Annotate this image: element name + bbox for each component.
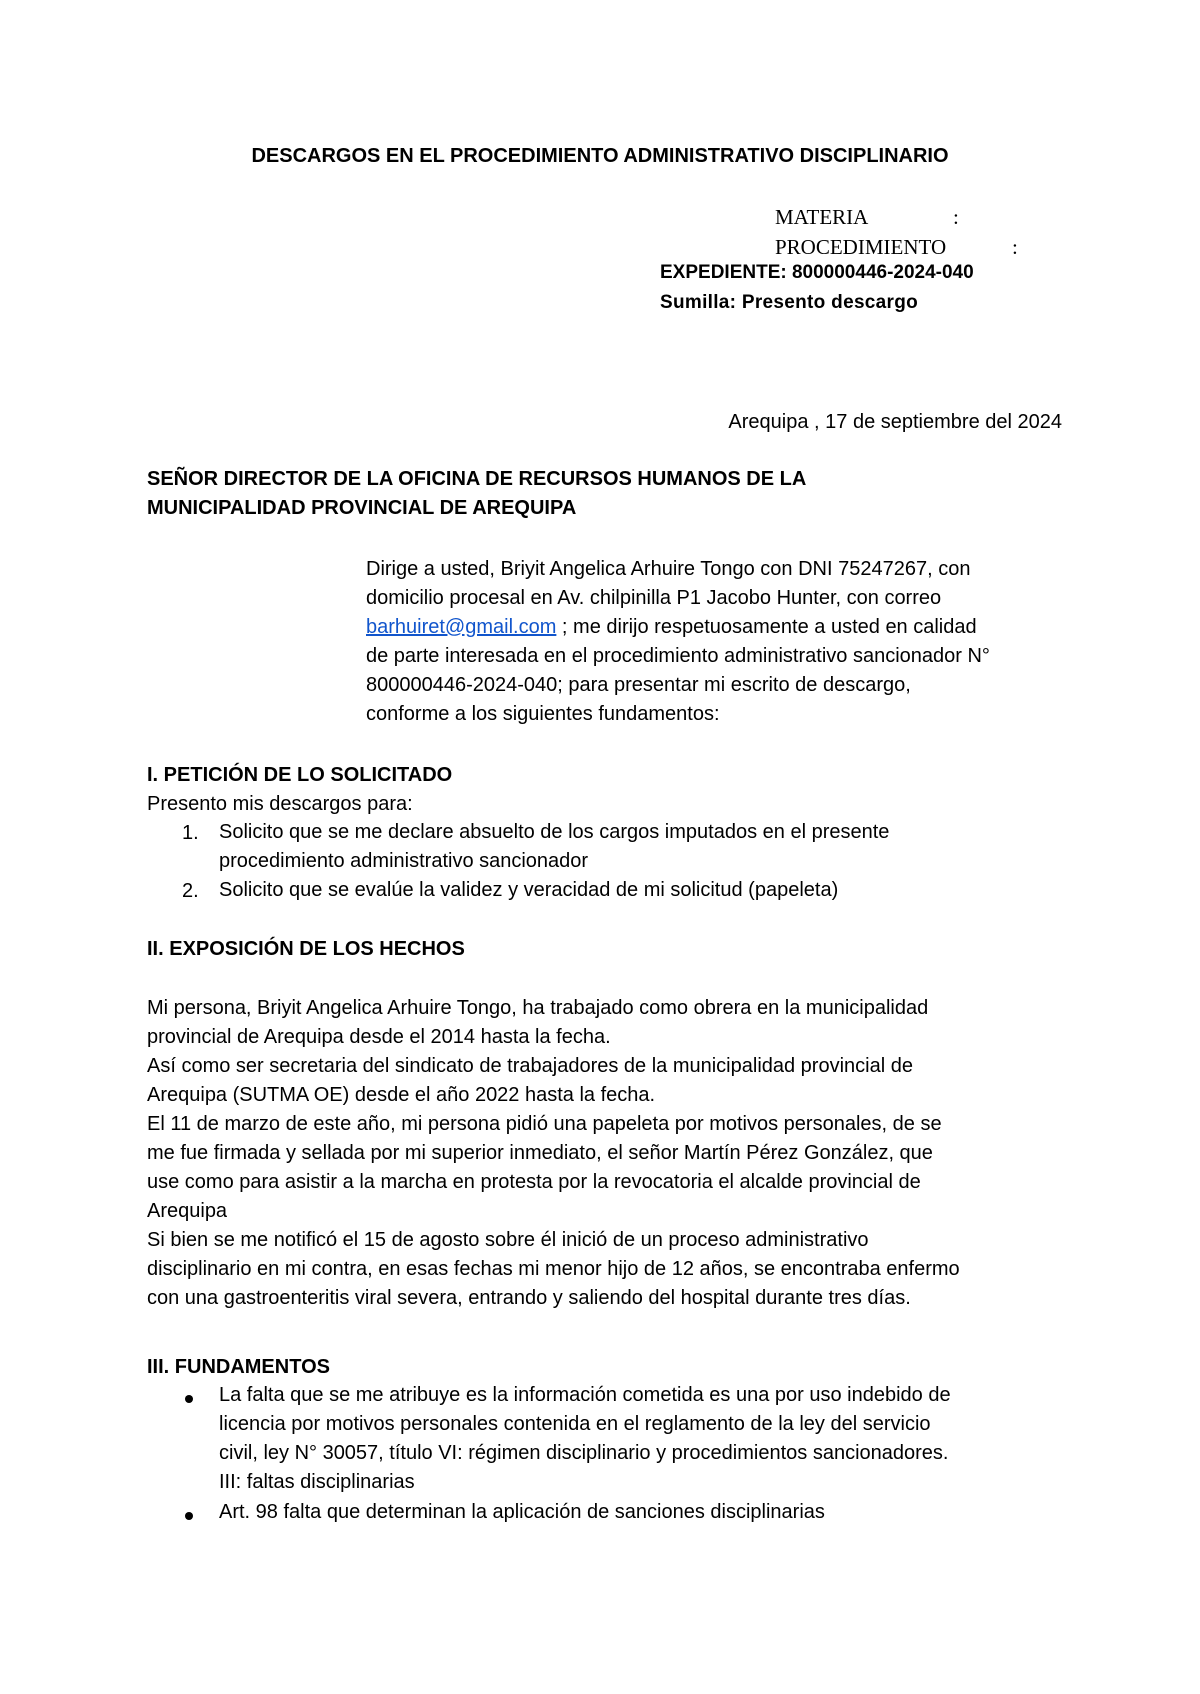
list-item [219,818,889,876]
paragraph-line: con una gastroenteritis viral severa, entrando y saliendo del hospital durante tres días. [147,1287,911,1309]
bullet-item [219,1381,951,1497]
list-item-line: Solicito que se evalúe la validez y veracidad de mi solicitud (papeleta) [219,879,839,901]
list-item-line: procedimiento administrativo sancionador [219,850,589,872]
intro-line: 800000446-2024-040; para presentar mi escrito de descargo, [366,674,911,696]
paragraph-line: me fue firmada y sellada por mi superior inmediato, el señor Martín Pérez González, que [147,1142,933,1164]
paragraph-line: use como para asistir a la marcha en protesta por la revocatoria el alcalde provincial de [147,1171,921,1193]
bullet-item-line: licencia por motivos personales contenida en el reglamento de la ley del servicio [219,1413,931,1435]
bullet-item-line: civil, ley N° 30057, título VI: régimen disciplinario y procedimientos sancionadores. [219,1442,949,1464]
intro-line: Dirige a usted, Briyit Angelica Arhuire Tongo con DNI 75247267, con [366,558,971,580]
list-item [219,876,838,905]
list-number: 2. [182,880,199,902]
section-1-heading: I. PETICIÓN DE LO SOLICITADO [147,764,453,786]
list-item-line: Solicito que se me declare absuelto de los cargos imputados en el presente [219,821,890,843]
intro-line: de parte interesada en el procedimiento administrativo sancionador N° [366,645,990,667]
paragraph-line: Arequipa [147,1200,228,1222]
paragraph-line: Si bien se me notificó el 15 de agosto sobre él inició de un proceso administrativo [147,1229,869,1251]
procedimiento-colon: : [1012,235,1018,259]
document-title: DESCARGOS EN EL PROCEDIMIENTO ADMINISTRATIVO DISCIPLINARIO [251,145,949,167]
materia-label: MATERIA [775,205,869,229]
intro-line-rest: ; me dirijo respetuosamente a usted en calidad [556,616,977,638]
section-2-paragraph [147,994,960,1313]
sumilla-field: Sumilla: Presento descargo [660,292,919,313]
date-line: Arequipa , 17 de septiembre del 2024 [728,411,1062,433]
paragraph-line: Arequipa (SUTMA OE) desde el año 2022 hasta la fecha. [147,1084,656,1106]
section-1-intro: Presento mis descargos para: [147,793,413,815]
addressee-line-1: SEÑOR DIRECTOR DE LA OFICINA DE RECURSOS HUMANOS DE LA [147,468,807,490]
paragraph-line: Así como ser secretaria del sindicato de trabajadores de la municipalidad provincial de [147,1055,913,1077]
materia-colon: : [953,205,959,229]
intro-line: domicilio procesal en Av. chilpinilla P1 Jacobo Hunter, con correo [366,587,942,609]
procedimiento-label: PROCEDIMIENTO [775,235,947,259]
paragraph-line: El 11 de marzo de este año, mi persona pidió una papeleta por motivos personales, de se [147,1113,942,1135]
bullet-icon [185,1395,193,1403]
intro-line [366,613,990,642]
bullet-item-line: III: faltas disciplinarias [219,1471,415,1493]
bullet-item [219,1498,825,1527]
paragraph-line: provincial de Arequipa desde el 2014 hasta la fecha. [147,1026,611,1048]
bullet-icon [185,1512,193,1520]
paragraph-line: disciplinario en mi contra, en esas fechas mi menor hijo de 12 años, se encontraba enfermo [147,1258,960,1280]
intro-paragraph [366,555,990,729]
list-number: 1. [182,822,199,844]
section-3-heading: III. FUNDAMENTOS [147,1356,330,1378]
bullet-item-line: La falta que se me atribuye es la información cometida es una por uso indebido de [219,1384,951,1406]
intro-line: conforme a los siguientes fundamentos: [366,703,720,725]
email-link[interactable]: barhuiret@gmail.com [366,616,557,638]
addressee-line-2: MUNICIPALIDAD PROVINCIAL DE AREQUIPA [147,497,577,519]
section-2-heading: II. EXPOSICIÓN DE LOS HECHOS [147,938,465,960]
bullet-item-line: Art. 98 falta que determinan la aplicación de sanciones disciplinarias [219,1501,825,1523]
paragraph-line: Mi persona, Briyit Angelica Arhuire Tongo, ha trabajado como obrera en la municipalidad [147,997,929,1019]
expediente-field: EXPEDIENTE: 800000446-2024-040 [660,262,974,283]
